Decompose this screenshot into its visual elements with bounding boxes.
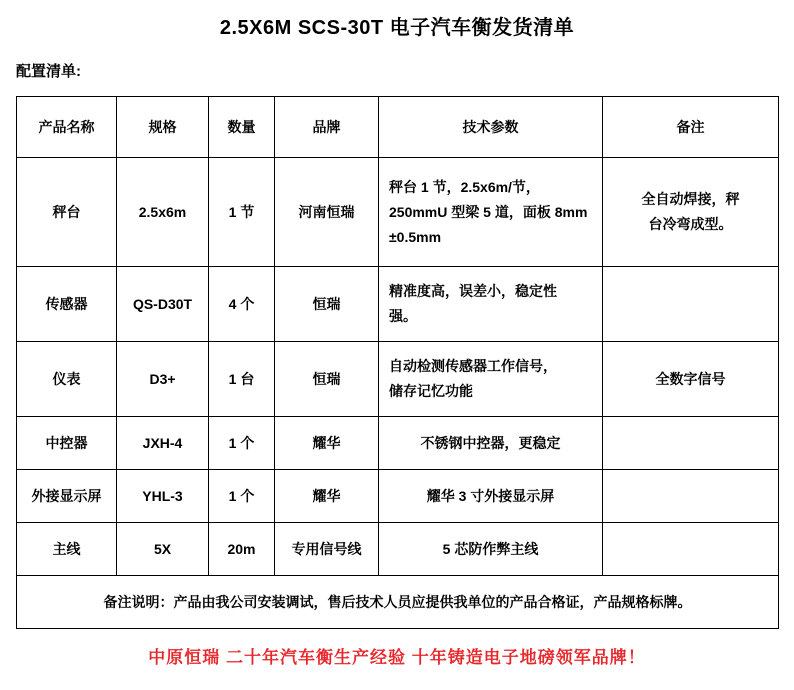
cell-qty: 1 个 [209, 470, 275, 523]
cell-remark [603, 267, 779, 342]
table-header-row [17, 97, 779, 158]
table-row [17, 342, 779, 417]
cell-qty: 1 台 [209, 342, 275, 417]
cell-name: 外接显示屏 [17, 470, 117, 523]
cell-spec: JXH-4 [117, 417, 209, 470]
cell-brand: 恒瑞 [275, 342, 379, 417]
cell-tech: 耀华 3 寸外接显示屏 [379, 470, 603, 523]
cell-qty: 20m [209, 523, 275, 576]
cell-tech: 不锈钢中控器，更稳定 [379, 417, 603, 470]
table-row [17, 470, 779, 523]
footer-slogan: 中原恒瑞 二十年汽车衡生产经验 十年铸造电子地磅领军品牌！ [148, 648, 646, 667]
cell-tech [379, 158, 603, 267]
cell-remark [603, 417, 779, 470]
column-header-spec: 规格 [117, 97, 209, 158]
cell-remark [603, 158, 779, 267]
cell-remark [603, 470, 779, 523]
cell-brand: 恒瑞 [275, 267, 379, 342]
cell-qty: 1 节 [209, 158, 275, 267]
cell-qty: 1 个 [209, 417, 275, 470]
configuration-table [16, 96, 779, 629]
column-header-name: 产品名称 [17, 97, 117, 158]
cell-brand: 河南恒瑞 [275, 158, 379, 267]
cell-name: 仪表 [17, 342, 117, 417]
column-header-brand: 品牌 [275, 97, 379, 158]
cell-spec: QS-D30T [117, 267, 209, 342]
cell-spec: D3+ [117, 342, 209, 417]
cell-remark-line: 台冷弯成型。 [648, 216, 733, 232]
cell-tech: 5 芯防作弊主线 [379, 523, 603, 576]
cell-spec: 5X [117, 523, 209, 576]
cell-name: 秤台 [17, 158, 117, 267]
cell-spec: 2.5x6m [117, 158, 209, 267]
column-header-qty: 数量 [209, 97, 275, 158]
table-note: 备注说明：产品由我公司安装调试，售后技术人员应提供我单位的产品合格证，产品规格标牌。 [17, 576, 779, 629]
table-row [17, 267, 779, 342]
page-title: 2.5X6M SCS-30T 电子汽车衡发货清单 [219, 17, 575, 39]
cell-tech-line: ±0.5mm [389, 228, 442, 245]
cell-remark: 全数字信号 [603, 342, 779, 417]
table-row [17, 158, 779, 267]
cell-spec: YHL-3 [117, 470, 209, 523]
cell-tech [379, 342, 603, 417]
section-subtitle: 配置清单: [16, 63, 81, 80]
cell-tech-line: 秤台 1 节，2.5x6m/节， [389, 178, 540, 195]
table-row [17, 417, 779, 470]
cell-tech-line: 250mmU 型梁 5 道，面板 8mm [389, 203, 588, 220]
cell-tech-line: 精准度高，误差小，稳定性 [389, 283, 557, 299]
cell-brand: 耀华 [275, 470, 379, 523]
cell-tech-line: 强。 [389, 308, 417, 324]
cell-brand: 耀华 [275, 417, 379, 470]
cell-tech-line: 储存记忆功能 [389, 383, 473, 399]
table-row [17, 523, 779, 576]
cell-brand: 专用信号线 [275, 523, 379, 576]
cell-remark [603, 523, 779, 576]
cell-tech [379, 267, 603, 342]
cell-name: 主线 [17, 523, 117, 576]
table-note-row [17, 576, 779, 629]
column-header-remark: 备注 [603, 97, 779, 158]
cell-name: 中控器 [17, 417, 117, 470]
cell-tech-line: 自动检测传感器工作信号， [389, 358, 557, 374]
document-page [0, 14, 794, 690]
cell-qty: 4 个 [209, 267, 275, 342]
cell-remark-line: 全自动焊接，秤 [641, 191, 740, 207]
column-header-tech: 技术参数 [379, 97, 603, 158]
cell-name: 传感器 [17, 267, 117, 342]
